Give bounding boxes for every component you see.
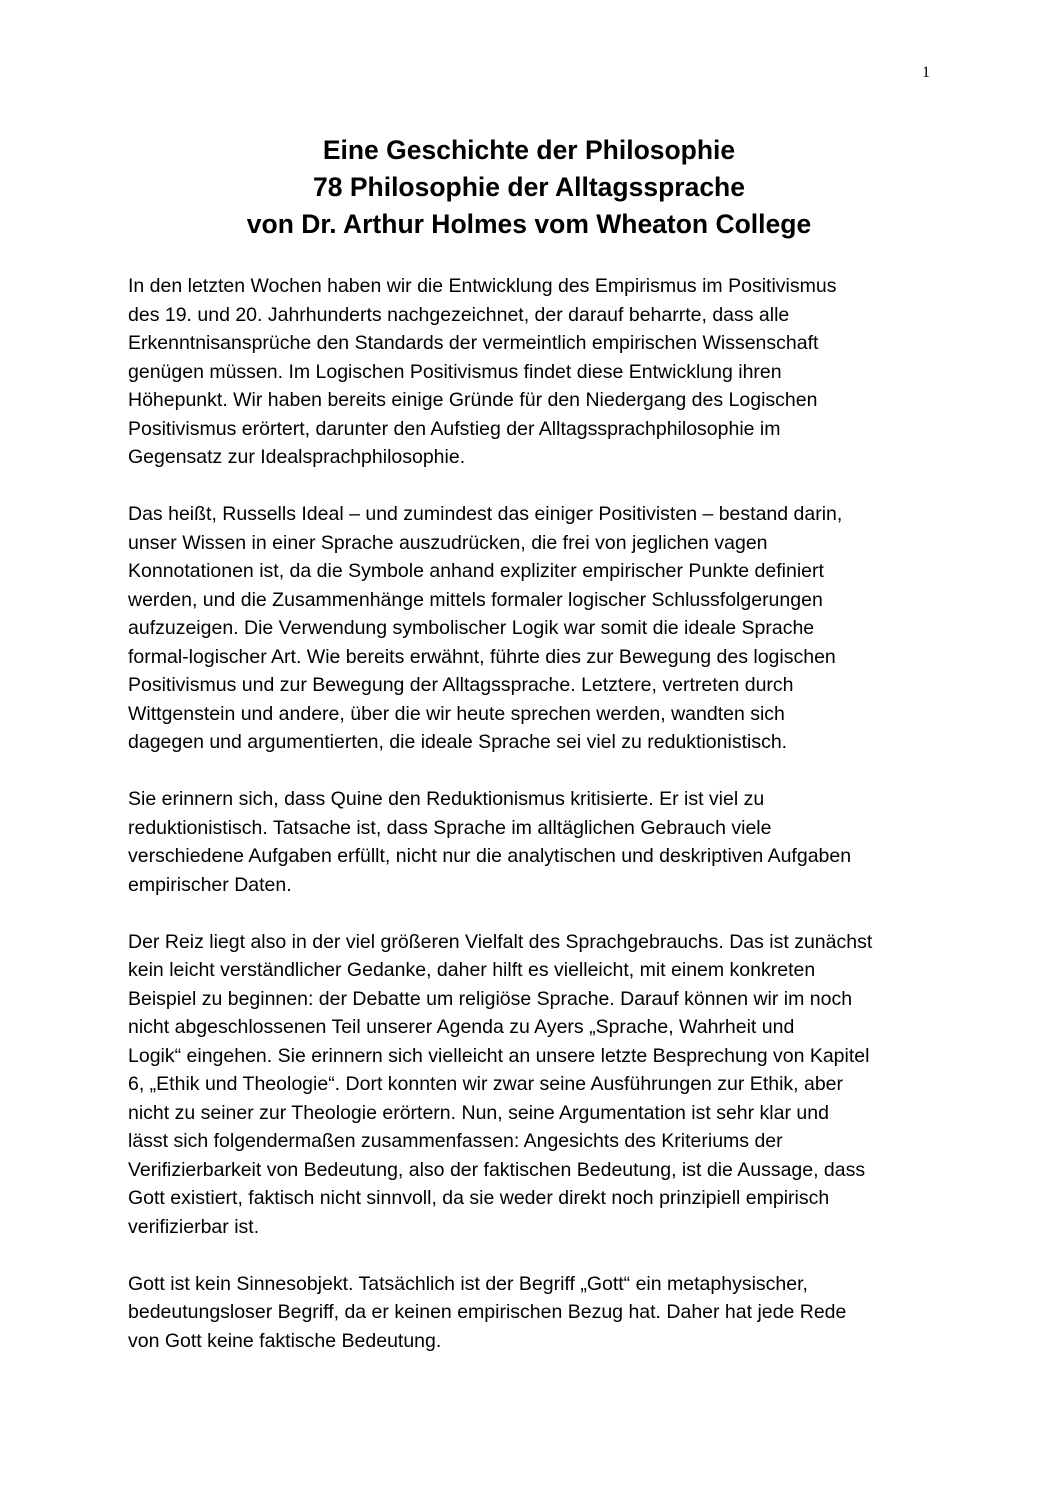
text-line: verifizierbar ist. xyxy=(128,1215,260,1238)
text-line: bedeutungsloser Begriff, da er keinen empirischen Bezug hat. Daher hat jede Rede xyxy=(128,1301,847,1323)
text-line: Gott existiert, faktisch nicht sinnvoll, da sie weder direkt noch prinzipiell empirisch xyxy=(128,1187,830,1209)
text-line: Gegensatz zur Idealsprachphilosophie. xyxy=(128,446,466,468)
paragraph xyxy=(128,1270,918,1356)
text-line: nicht abgeschlossenen Teil unserer Agenda zu Ayers „Sprache, Wahrheit und xyxy=(128,1016,795,1038)
text-line: werden, und die Zusammenhänge mittels formaler logischer Schlussfolgerungen xyxy=(128,588,823,611)
paragraph xyxy=(128,928,918,1242)
text-line: Erkenntnisansprüche den Standards der vermeintlich empirischen Wissenschaft xyxy=(128,332,819,354)
text-line: des 19. und 20. Jahrhunderts nachgezeichnet, der darauf beharrte, dass alle xyxy=(128,303,790,326)
text-line: In den letzten Wochen haben wir die Entwicklung des Empirismus im Positivismus xyxy=(128,275,837,297)
text-line: unser Wissen in einer Sprache auszudrücken, die frei von jeglichen vagen xyxy=(128,531,768,554)
text-line: formal-logischer Art. Wie bereits erwähnt, führte dies zur Bewegung des logischen xyxy=(128,645,836,668)
text-line: Konnotationen ist, da die Symbole anhand expliziter empirischer Punkte definiert xyxy=(128,560,824,582)
text-line: genügen müssen. Im Logischen Positivismus findet diese Entwicklung ihren xyxy=(128,360,782,383)
text-line: Beispiel zu beginnen: der Debatte um religiöse Sprache. Darauf können wir im noch xyxy=(128,987,853,1010)
document-body xyxy=(128,272,918,1384)
text-line: Das heißt, Russells Ideal – und zumindest das einiger Positivisten – bestand darin, xyxy=(128,503,843,525)
text-line: von Gott keine faktische Bedeutung. xyxy=(128,1329,442,1352)
document-title xyxy=(0,132,1058,243)
text-line: reduktionistisch. Tatsache ist, dass Sprache im alltäglichen Gebrauch viele xyxy=(128,816,772,839)
text-line: Höhepunkt. Wir haben bereits einige Gründe für den Niedergang des Logischen xyxy=(128,389,818,411)
paragraph xyxy=(128,785,918,899)
title-line-series: Eine Geschichte der Philosophie xyxy=(322,135,736,165)
text-line: Verifizierbarkeit von Bedeutung, also der faktischen Bedeutung, ist die Aussage, dass xyxy=(128,1158,866,1181)
text-line: empirischer Daten. xyxy=(128,873,292,896)
title-line-author: von Dr. Arthur Holmes vom Wheaton College xyxy=(246,209,812,239)
text-line: dagegen und argumentierten, die ideale Sprache sei viel zu reduktionistisch. xyxy=(128,731,788,753)
text-line: Der Reiz liegt also in der viel größeren Vielfalt des Sprachgebrauchs. Das ist zunächst xyxy=(128,930,873,953)
text-line: kein leicht verständlicher Gedanke, daher hilft es vielleicht, mit einem konkreten xyxy=(128,959,816,981)
paragraph xyxy=(128,500,918,757)
text-line: Positivismus und zur Bewegung der Alltagssprache. Letztere, vertreten durch xyxy=(128,674,794,696)
text-line: aufzuzeigen. Die Verwendung symbolischer Logik war somit die ideale Sprache xyxy=(128,617,815,639)
text-line: Gott ist kein Sinnesobjekt. Tatsächlich ist der Begriff „Gott“ ein metaphysischer, xyxy=(128,1272,808,1295)
paragraph xyxy=(128,272,918,472)
text-line: Wittgenstein und andere, über die wir heute sprechen werden, wandten sich xyxy=(128,702,785,725)
page-number: 1 xyxy=(922,64,930,81)
text-line: Sie erinnern sich, dass Quine den Reduktionismus kritisierte. Er ist viel zu xyxy=(128,788,765,810)
text-line: Positivismus erörtert, darunter den Aufstieg der Alltagssprachphilosophie im xyxy=(128,417,781,440)
text-line: Logik“ eingehen. Sie erinnern sich vielleicht an unsere letzte Besprechung von Kapitel xyxy=(128,1044,870,1067)
text-line: nicht zu seiner zur Theologie erörtern. Nun, seine Argumentation ist sehr klar und xyxy=(128,1101,829,1124)
text-line: 6, „Ethik und Theologie“. Dort konnten wir zwar seine Ausführungen zur Ethik, aber xyxy=(128,1073,844,1095)
title-line-lecture: 78 Philosophie der Alltagssprache xyxy=(313,172,745,202)
text-line: verschiedene Aufgaben erfüllt, nicht nur die analytischen und deskriptiven Aufgaben xyxy=(128,845,852,867)
text-line: lässt sich folgendermaßen zusammenfassen: Angesichts des Kriteriums der xyxy=(128,1130,783,1152)
